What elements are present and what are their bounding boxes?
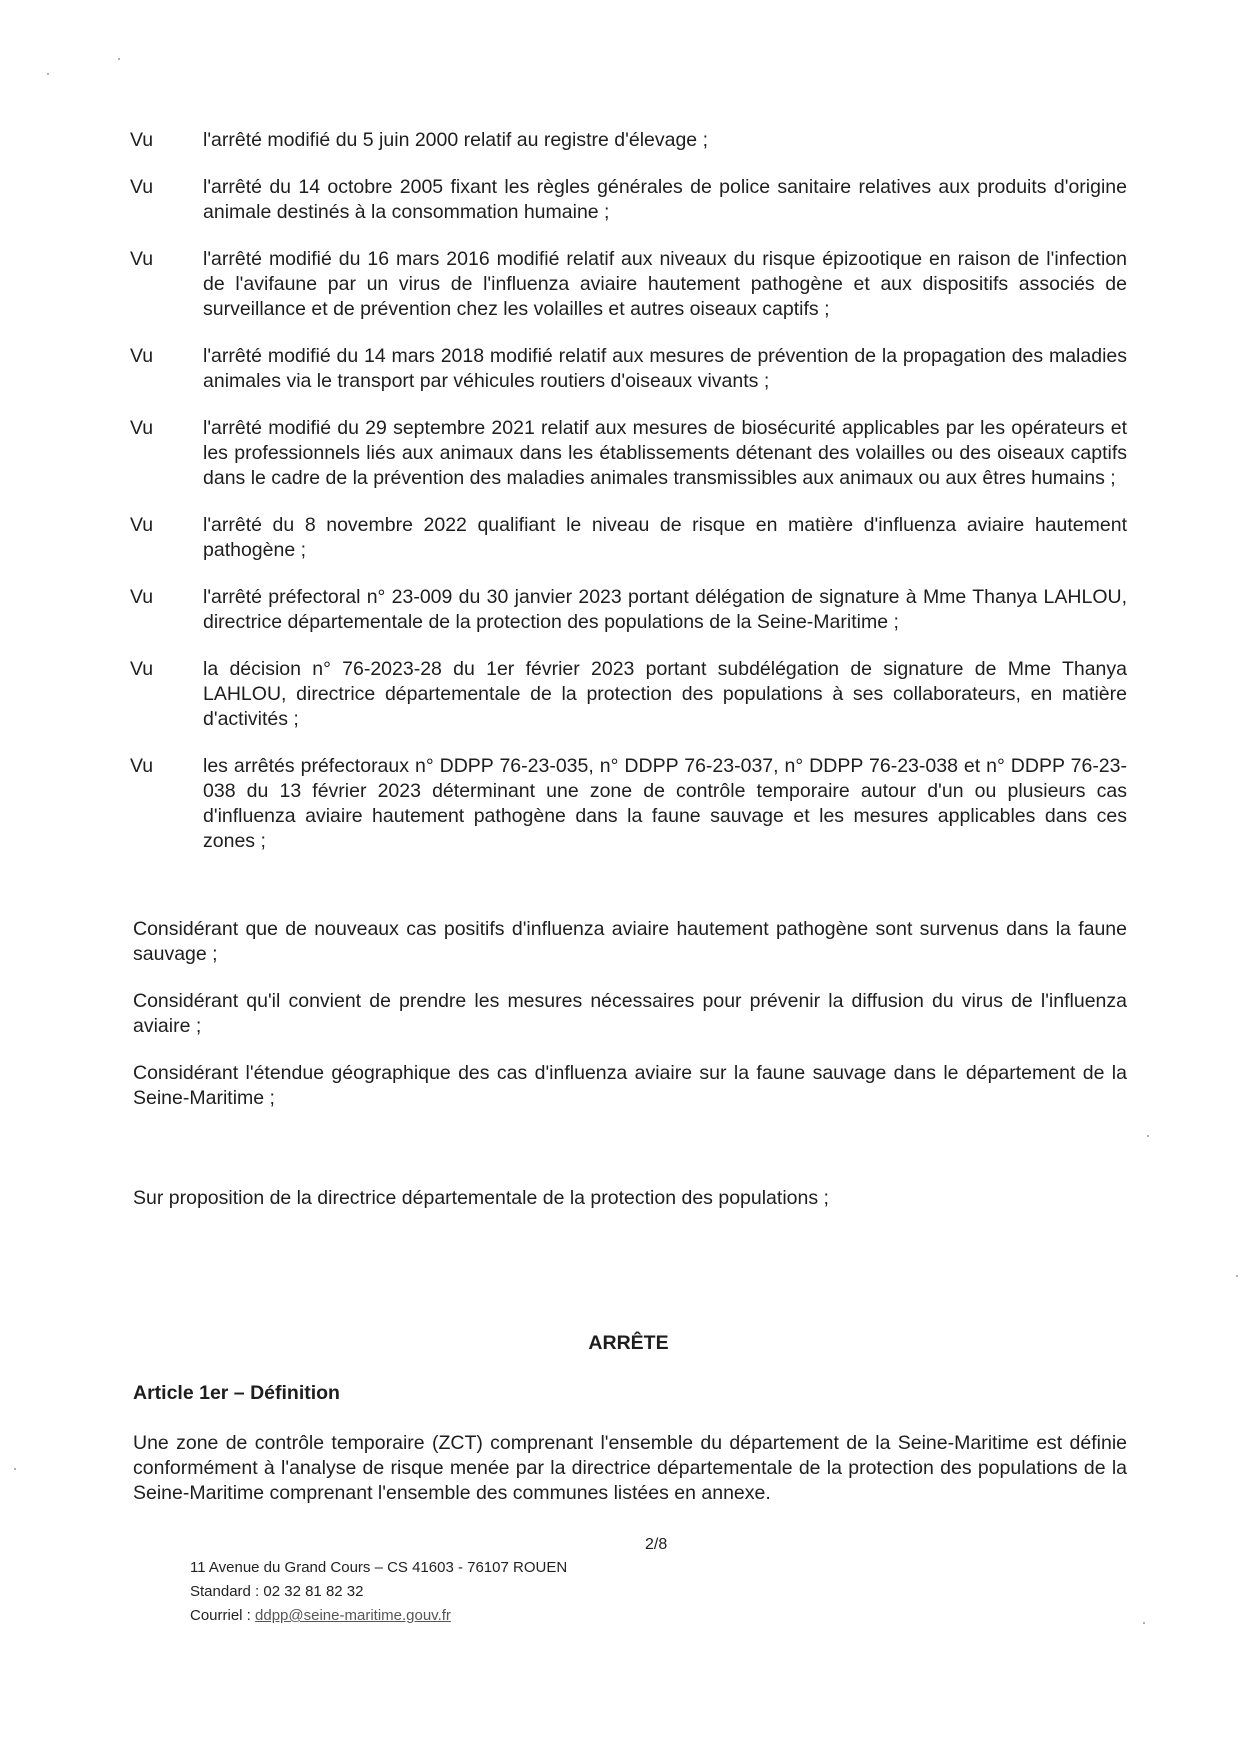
vu-label: Vu	[130, 129, 154, 151]
footer-address: 11 Avenue du Grand Cours – CS 41603 - 76107 ROUEN	[190, 1559, 568, 1576]
vu-item	[130, 657, 1127, 732]
scan-speck	[118, 58, 120, 60]
vu-text: l'arrêté modifié du 16 mars 2016 modifié relatif aux niveaux du risque épizootique en raison de l'infection de l'avifaune par un virus de l'influenza aviaire hautement pathogène et aux dispositifs associés de surveillance et de prévention chez les volailles et autres oiseaux captifs ;	[203, 248, 1127, 320]
considerant-paragraph: Considérant que de nouveaux cas positifs d'influenza aviaire hautement pathogène sont survenus dans la faune sauvage ;	[133, 918, 1127, 965]
article-body: Une zone de contrôle temporaire (ZCT) comprenant l'ensemble du département de la Seine-Maritime est définie conformément à l'analyse de risque menée par la directrice départementale de la protection des populations de la Seine-Maritime comprenant l'ensemble des communes listées en annexe.	[133, 1432, 1127, 1504]
vu-item	[130, 344, 1127, 394]
vu-label: Vu	[130, 755, 154, 777]
vu-label: Vu	[130, 248, 154, 270]
vu-text: les arrêtés préfectoraux n° DDPP 76-23-035, n° DDPP 76-23-037, n° DDPP 76-23-038 et n° DDPP 76-23-038 du 13 février 2023 déterminant une zone de contrôle temporaire autour d'un ou plusieurs cas d'influenza aviaire hautement pathogène dans la faune sauvage et les mesures applicables dans ces zones ;	[203, 755, 1127, 852]
vu-text: l'arrêté préfectoral n° 23-009 du 30 janvier 2023 portant délégation de signature à Mme Thanya LAHLOU, directrice départementale de la protection des populations de la Seine-Maritime ;	[203, 586, 1127, 633]
footer-phone: Standard : 02 32 81 82 32	[190, 1583, 364, 1600]
vu-text: l'arrêté modifié du 14 mars 2018 modifié relatif aux mesures de prévention de la propagation des maladies animales via le transport par véhicules routiers d'oiseaux vivants ;	[203, 345, 1127, 392]
considerant-paragraph: Considérant qu'il convient de prendre les mesures nécessaires pour prévenir la diffusion du virus de l'influenza aviaire ;	[133, 990, 1127, 1037]
vu-label: Vu	[130, 345, 154, 367]
vu-text: la décision n° 76-2023-28 du 1er février 2023 portant subdélégation de signature de Mme Thanya LAHLOU, directrice départementale de la protection des populations à ses collaborateurs, en matière d'activités ;	[203, 658, 1127, 730]
vu-item	[130, 416, 1127, 491]
scan-speck	[1147, 1135, 1149, 1137]
footer-email-line	[190, 1604, 567, 1628]
vu-text: l'arrêté modifié du 5 juin 2000 relatif au registre d'élevage ;	[203, 129, 708, 151]
vu-label: Vu	[130, 417, 154, 439]
arrete-heading: ARRÊTE	[588, 1332, 669, 1354]
vu-item	[130, 247, 1127, 322]
proposition-paragraph: Sur proposition de la directrice départementale de la protection des populations ;	[133, 1187, 829, 1209]
vu-label: Vu	[130, 586, 154, 608]
vu-list	[130, 128, 1127, 876]
considerant-paragraph: Considérant l'étendue géographique des cas d'influenza aviaire sur la faune sauvage dans le département de la Seine-Maritime ;	[133, 1062, 1127, 1109]
footer-contact	[190, 1556, 567, 1628]
scan-speck	[1143, 1622, 1145, 1624]
vu-text: l'arrêté du 14 octobre 2005 fixant les règles générales de police sanitaire relatives aux produits d'origine animale destinés à la consommation humaine ;	[203, 176, 1127, 223]
vu-label: Vu	[130, 658, 154, 680]
page-number: 2/8	[645, 1536, 668, 1553]
vu-item	[130, 128, 1127, 153]
scan-speck	[1236, 1275, 1238, 1277]
considerants-section	[133, 917, 1127, 1133]
footer-email-label: Courriel :	[190, 1607, 251, 1624]
vu-label: Vu	[130, 176, 154, 198]
vu-text: l'arrêté du 8 novembre 2022 qualifiant le niveau de risque en matière d'influenza aviaire hautement pathogène ;	[203, 514, 1127, 561]
vu-item	[130, 175, 1127, 225]
scan-speck	[47, 73, 49, 75]
vu-item	[130, 585, 1127, 635]
vu-item	[130, 754, 1127, 854]
scan-speck	[14, 1468, 16, 1470]
vu-text: l'arrêté modifié du 29 septembre 2021 relatif aux mesures de biosécurité applicables par les opérateurs et les professionnels liés aux animaux dans les établissements détenant des volailles ou des oiseaux captifs dans le cadre de la prévention des maladies animales transmissibles aux animaux ou aux êtres humains ;	[203, 417, 1127, 489]
vu-item	[130, 513, 1127, 563]
article-heading: Article 1er – Définition	[133, 1382, 340, 1404]
footer-email-link[interactable]: ddpp@seine-maritime.gouv.fr	[255, 1607, 451, 1624]
vu-label: Vu	[130, 514, 154, 536]
